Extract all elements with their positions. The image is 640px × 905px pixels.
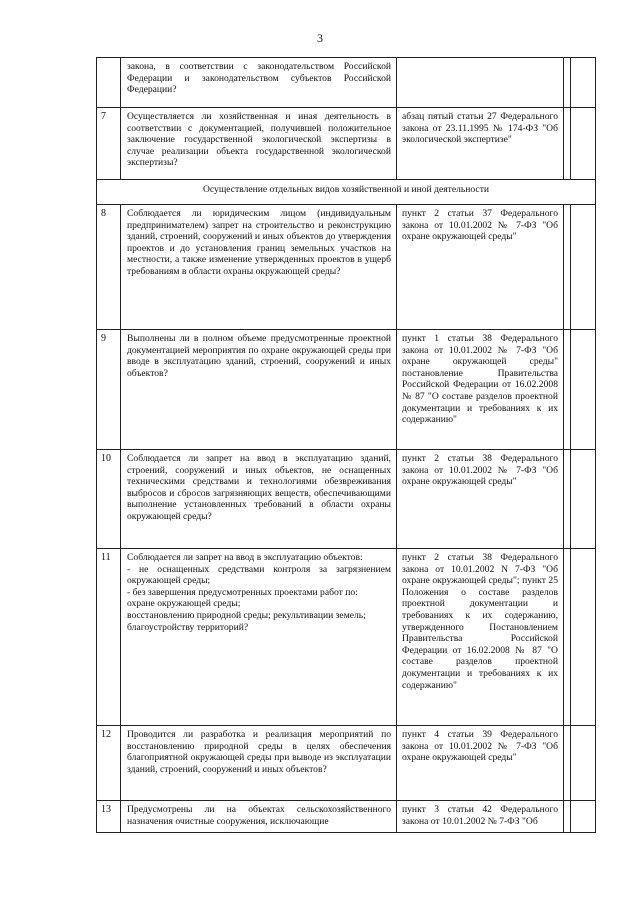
empty-cell — [564, 205, 571, 330]
row-number — [97, 58, 121, 108]
reference-cell: пункт 1 статьи 38 Федерального закона от 10.01.2002 № 7-ФЗ "Об охране окружающей среды" постановление Правительства Российской Федерации от 16.02.2008 № 87 "О составе разделов проектной документации и требованиях к их содержанию" — [397, 330, 564, 450]
question-line: Соблюдается ли запрет на ввод в эксплуатацию объектов: — [127, 552, 363, 563]
question-line: благоустройству территорий? — [127, 621, 249, 633]
question-line: - без завершения предусмотренных проектами работ по: — [127, 586, 358, 598]
reference-cell: пункт 2 статьи 37 Федерального закона от 10.01.2002 № 7-ФЗ "Об охране окружающей среды" — [397, 205, 564, 330]
empty-cell — [571, 450, 596, 549]
empty-cell — [571, 108, 596, 180]
row-number: 8 — [97, 205, 121, 330]
question-cell: Соблюдается ли запрет на ввод в эксплуатацию зданий, строений, сооружений и иных объектов, не оснащенных техническими средствами и технологиями обезвреживания выбросов и сбросов загрязняющих веществ, обеспечивающими выполнение установленных требований в области охраны окружающей среды? — [121, 450, 397, 549]
empty-cell — [564, 58, 571, 108]
question-cell: закона, в соответствии с законодательством Российской Федерации и законодательством субъектов Российской Федерации? — [121, 58, 397, 108]
empty-cell — [564, 108, 571, 180]
table-row — [97, 58, 596, 108]
empty-cell — [564, 450, 571, 549]
row-number: 13 — [97, 801, 121, 833]
table-row — [97, 726, 596, 801]
question-line: - не оснащенных средствами контроля за загрязнением окружающей среды; — [127, 563, 391, 587]
empty-cell — [571, 549, 596, 726]
table-row — [97, 205, 596, 330]
reference-cell — [397, 58, 564, 108]
reference-text: пункт 3 статьи 42 Федерального закона от 10.01.2002 № 7-ФЗ "Об — [402, 804, 558, 827]
empty-cell — [564, 330, 571, 450]
question-line: охране окружающей среды; — [127, 598, 241, 610]
question-cell: Соблюдается ли юридическим лицом (индивидуальным предпринимателем) запрет на строительство и реконструкцию зданий, строений, сооружений и иных объектов до утверждения проектов и до установления границ земельных участков на местности, а также изменение утвержденных проектов в ущерб требованиям в области охраны окружающей среды? — [121, 205, 397, 330]
reference-cell — [397, 801, 564, 833]
empty-cell — [571, 58, 596, 108]
requirements-table — [96, 57, 596, 833]
question-cell: Выполнены ли в полном объеме предусмотренные проектной документацией мероприятия по охране окружающей среды при вводе в эксплуатацию зданий, строений, сооружений и иных объектов? — [121, 330, 397, 450]
row-number: 11 — [97, 549, 121, 726]
row-number: 9 — [97, 330, 121, 450]
row-number: 7 — [97, 108, 121, 180]
table-row — [97, 549, 596, 726]
empty-cell — [571, 801, 596, 833]
empty-cell — [571, 205, 596, 330]
empty-cell — [564, 726, 571, 801]
section-header-row — [97, 180, 596, 205]
question-cell — [121, 549, 397, 726]
page-number: 3 — [317, 31, 323, 45]
row-number: 10 — [97, 450, 121, 549]
reference-cell: пункт 2 статьи 38 Федерального закона от 10.01.2002 N 7-ФЗ "Об охране окружающей среды"; пункт 25 Положения о составе разделов проектной документации и требованиях к их содержанию, утвержденного Постановлением Правительства Российской Федерации от 16.02.2008 № 87 "О составе разделов проектной документации и требованиях к их содержанию" — [397, 549, 564, 726]
empty-cell — [564, 549, 571, 726]
row-number: 12 — [97, 726, 121, 801]
reference-cell: пункт 2 статьи 38 Федерального закона от 10.01.2002 № 7-ФЗ "Об охране окружающей среды" — [397, 450, 564, 549]
question-text: Предусмотрены ли на объектах сельскохозяйственного назначения очистные сооружения, исключающие — [127, 804, 391, 827]
table-row — [97, 108, 596, 180]
question-cell — [121, 801, 397, 833]
reference-cell: пункт 4 статьи 39 Федерального закона от 10.01.2002 № 7-ФЗ "Об охране окружающей среды" — [397, 726, 564, 801]
question-cell: Проводится ли разработка и реализация мероприятий по восстановлению природной среды в целях обеспечения благоприятной окружающей среды при выводе из эксплуатации зданий, строений, сооружений и иных объектов? — [121, 726, 397, 801]
table-row — [97, 450, 596, 549]
empty-cell — [571, 330, 596, 450]
reference-cell: абзац пятый статьи 27 Федерального закона от 23.11.1995 № 174-ФЗ "Об экологической экспертизе" — [397, 108, 564, 180]
table-row — [97, 330, 596, 450]
question-line: восстановлению природной среды; рекультивации земель; — [127, 609, 366, 621]
empty-cell — [564, 801, 571, 833]
question-cell: Осуществляется ли хозяйственная и иная деятельность в соответствии с документацией, получившей положительное заключение государственной экологической экспертизы в случае реализации объекта государственной экологической экспертизы? — [121, 108, 397, 180]
empty-cell — [571, 726, 596, 801]
section-header: Осуществление отдельных видов хозяйственной и иной деятельности — [97, 180, 596, 205]
table-row — [97, 801, 596, 833]
